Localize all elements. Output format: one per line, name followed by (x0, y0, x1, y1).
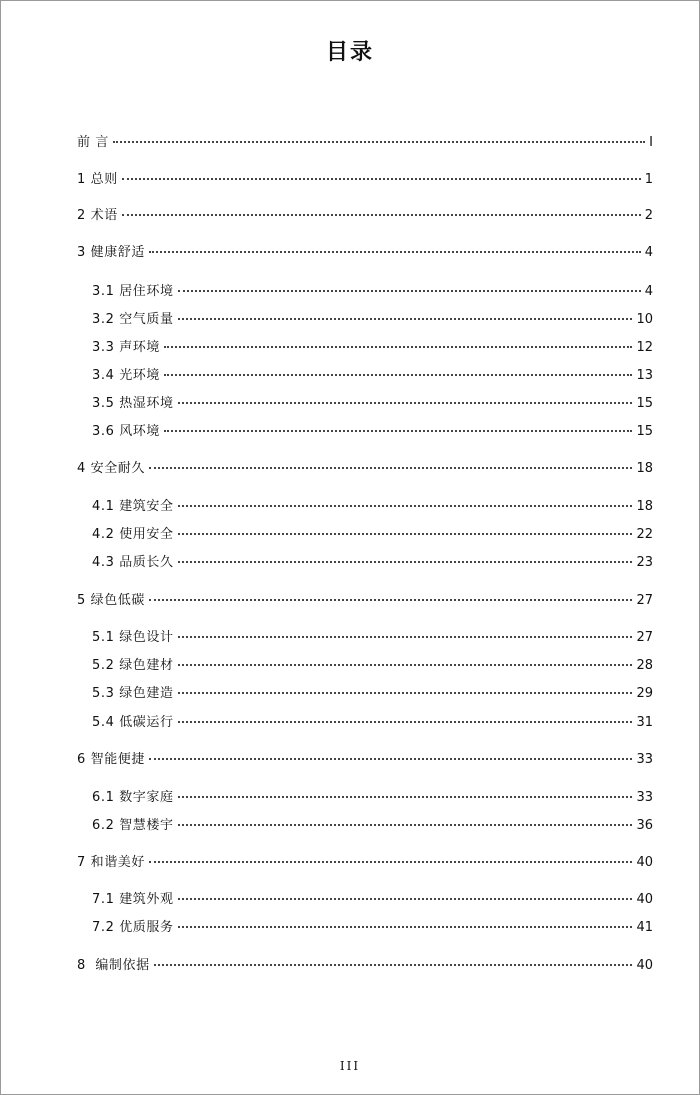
toc-entry-1[interactable] (77, 170, 653, 190)
toc-entry-page: 10 (636, 312, 653, 327)
toc-entry-label: 4 安全耐久 (77, 461, 146, 476)
dot-leader (164, 373, 632, 376)
toc-entry-label: 4.3 品质长久 (92, 555, 174, 570)
table-of-contents (1, 1, 699, 1094)
toc-entry-page: 1 (644, 172, 653, 187)
dot-leader (149, 860, 632, 863)
toc-entry-label: 3.4 光环境 (92, 368, 161, 383)
toc-entry-7[interactable] (77, 853, 653, 873)
toc-entry-page: 33 (636, 790, 653, 805)
toc-entry-8[interactable] (77, 956, 653, 976)
toc-entry-3-1[interactable] (92, 282, 653, 302)
toc-entry-6[interactable] (77, 750, 653, 770)
toc-entry-5-4[interactable] (92, 713, 653, 733)
toc-entry-label: 7 和谐美好 (77, 855, 146, 870)
toc-entry-page: 15 (636, 396, 653, 411)
dot-leader (178, 532, 633, 535)
toc-entry-3-3[interactable] (92, 338, 653, 358)
toc-entry-label: 1 总则 (77, 172, 118, 187)
toc-entry-page: 4 (644, 284, 653, 299)
toc-entry-page: I (649, 135, 653, 150)
toc-entry-page: 23 (636, 555, 653, 570)
toc-entry-label: 7.1 建筑外观 (92, 892, 174, 907)
dot-leader (178, 925, 633, 928)
dot-leader (149, 757, 632, 760)
toc-entry-page: 40 (636, 958, 653, 973)
toc-entry-6-1[interactable] (92, 788, 653, 808)
toc-entry-page: 40 (636, 855, 653, 870)
toc-entry-7-2[interactable] (92, 918, 653, 938)
toc-entry-label: 5.1 绿色设计 (92, 630, 174, 645)
toc-entry-page: 27 (636, 593, 653, 608)
dot-leader (178, 289, 641, 292)
page-number-footer: III (339, 1059, 361, 1073)
dot-leader (178, 823, 633, 826)
toc-entry-preface[interactable] (77, 133, 653, 153)
toc-entry-page: 18 (636, 499, 653, 514)
toc-entry-label: 3.6 风环境 (92, 424, 161, 439)
toc-entry-4-2[interactable] (92, 525, 653, 545)
toc-entry-page: 29 (636, 686, 653, 701)
toc-entry-label: 6 智能便捷 (77, 752, 146, 767)
toc-entry-3-5[interactable] (92, 394, 653, 414)
dot-leader (178, 401, 633, 404)
dot-leader (178, 691, 633, 694)
toc-entry-label: 前 言 (77, 135, 109, 150)
dot-leader (149, 598, 632, 601)
toc-entry-page: 41 (636, 920, 653, 935)
toc-entry-label: 5.4 低碳运行 (92, 715, 174, 730)
toc-entry-label: 5.2 绿色建材 (92, 658, 174, 673)
toc-entry-5-2[interactable] (92, 656, 653, 676)
toc-entry-page: 18 (636, 461, 653, 476)
toc-entry-4[interactable] (77, 459, 653, 479)
dot-leader (178, 663, 633, 666)
toc-entry-page: 15 (636, 424, 653, 439)
dot-leader (149, 466, 632, 469)
toc-entry-page: 13 (636, 368, 653, 383)
toc-entry-label: 3.5 热湿环境 (92, 396, 174, 411)
toc-entry-label: 4.2 使用安全 (92, 527, 174, 542)
toc-entry-page: 12 (636, 340, 653, 355)
toc-entry-label: 3.1 居住环境 (92, 284, 174, 299)
toc-entry-4-1[interactable] (92, 497, 653, 517)
dot-leader (178, 504, 633, 507)
toc-entry-5[interactable] (77, 591, 653, 611)
toc-entry-label: 4.1 建筑安全 (92, 499, 174, 514)
page-title: 目录 (325, 40, 374, 65)
toc-entry-label: 5.3 绿色建造 (92, 686, 174, 701)
dot-leader (178, 317, 633, 320)
dot-leader (178, 635, 633, 638)
toc-entry-6-2[interactable] (92, 816, 653, 836)
dot-leader (122, 213, 641, 216)
toc-entry-3-4[interactable] (92, 366, 653, 386)
toc-entry-5-3[interactable] (92, 684, 653, 704)
toc-entry-page: 31 (636, 715, 653, 730)
toc-entry-label: 3.3 声环境 (92, 340, 161, 355)
toc-entry-page: 27 (636, 630, 653, 645)
toc-entry-label: 5 绿色低碳 (77, 593, 146, 608)
toc-entry-3-6[interactable] (92, 422, 653, 442)
dot-leader (122, 177, 641, 180)
toc-entry-label: 3 健康舒适 (77, 245, 146, 260)
toc-entry-page: 36 (636, 818, 653, 833)
toc-entry-label: 8 编制依据 (77, 958, 150, 973)
dot-leader (178, 795, 633, 798)
toc-entry-page: 2 (644, 208, 653, 223)
dot-leader (154, 963, 633, 966)
toc-entry-label: 2 术语 (77, 208, 118, 223)
dot-leader (178, 560, 633, 563)
toc-entry-label: 6.1 数字家庭 (92, 790, 174, 805)
dot-leader (164, 345, 632, 348)
toc-entry-4-3[interactable] (92, 553, 653, 573)
toc-entry-3[interactable] (77, 243, 653, 263)
dot-leader (178, 720, 633, 723)
dot-leader (113, 140, 645, 143)
toc-entry-page: 33 (636, 752, 653, 767)
toc-entry-label: 6.2 智慧楼宇 (92, 818, 174, 833)
toc-entry-2[interactable] (77, 206, 653, 226)
toc-entry-label: 3.2 空气质量 (92, 312, 174, 327)
toc-entry-page: 4 (644, 245, 653, 260)
dot-leader (149, 250, 641, 253)
dot-leader (164, 429, 632, 432)
toc-entry-3-2[interactable] (92, 310, 653, 330)
dot-leader (178, 897, 633, 900)
toc-entry-5-1[interactable] (92, 628, 653, 648)
toc-entry-label: 7.2 优质服务 (92, 920, 174, 935)
toc-entry-page: 40 (636, 892, 653, 907)
toc-entry-page: 22 (636, 527, 653, 542)
toc-entry-7-1[interactable] (92, 890, 653, 910)
toc-entry-page: 28 (636, 658, 653, 673)
